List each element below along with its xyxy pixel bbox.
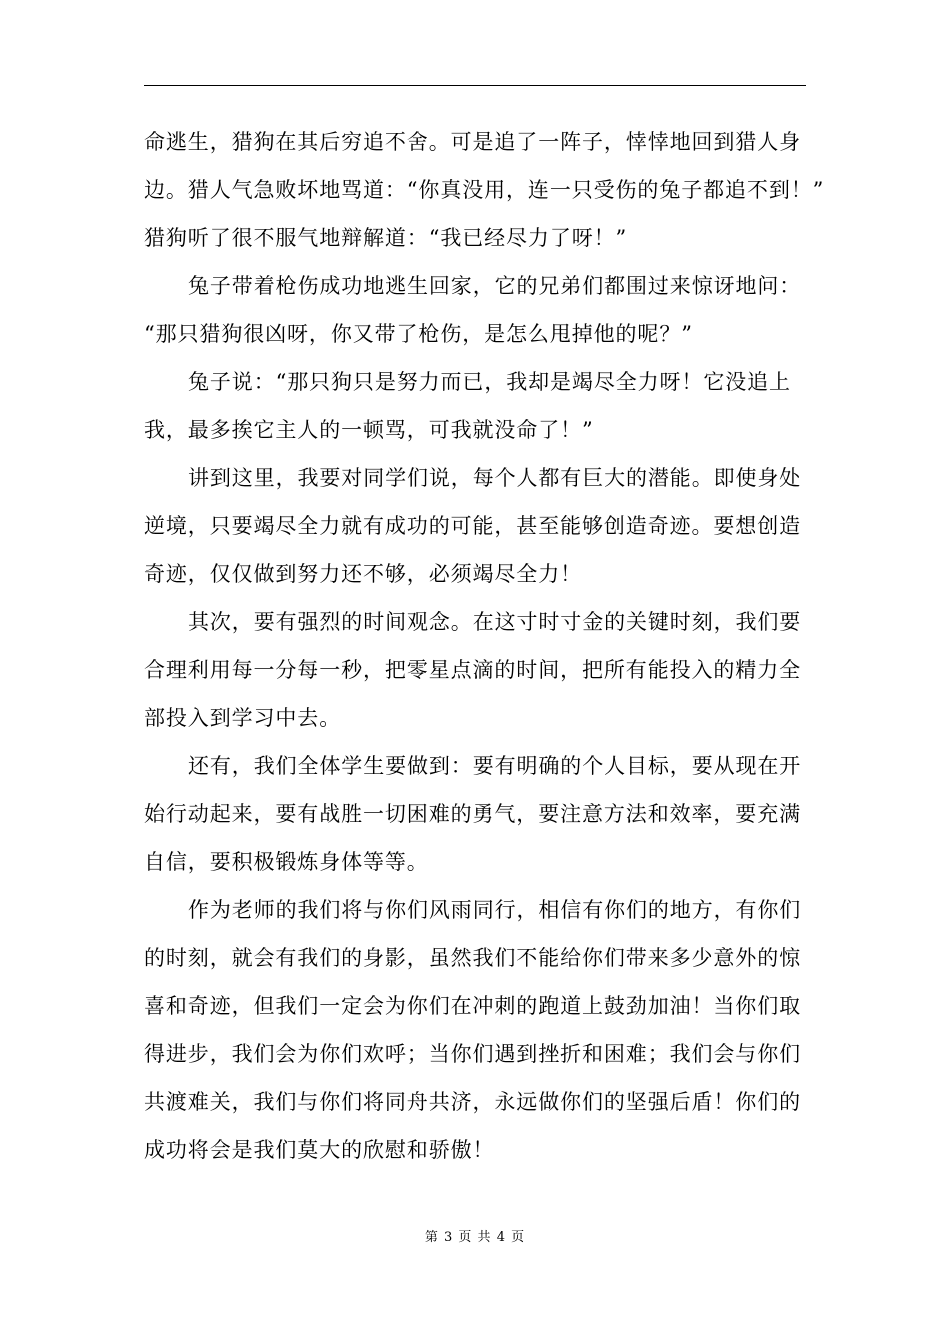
paragraph (144, 262, 812, 358)
text-line: “那只猎狗很凶呀，你又带了枪伤，是怎么甩掉他的呢？” (144, 322, 693, 346)
text-line: 自信，要积极锻炼身体等等。 (144, 850, 429, 874)
header-rule (144, 85, 806, 86)
text-line: 奇迹，仅仅做到努力还不够，必须竭尽全力！ (144, 562, 582, 586)
text-line: 其次，要有强烈的时间观念。在这寸时寸金的关键时刻，我们要 (188, 610, 802, 634)
paragraph (144, 454, 812, 598)
text-line: 边。猎人气急败坏地骂道：“你真没用，连一只受伤的兔子都追不到！” (144, 178, 825, 202)
text-line: 兔子带着枪伤成功地逃生回家，它的兄弟们都围过来惊讶地问： (188, 274, 802, 298)
text-line: 命逃生，猎狗在其后穷追不舍。可是追了一阵子，悻悻地回到猎人身 (144, 130, 801, 154)
text-line: 成功将会是我们莫大的欣慰和骄傲！ (144, 1138, 495, 1162)
text-line: 始行动起来，要有战胜一切困难的勇气，要注意方法和效率，要充满 (144, 802, 801, 826)
text-line: 的时刻，就会有我们的身影，虽然我们不能给你们带来多少意外的惊 (144, 946, 801, 970)
text-line: 兔子说：“那只狗只是努力而已，我却是竭尽全力呀！它没追上 (188, 370, 791, 394)
text-line: 还有，我们全体学生要做到：要有明确的个人目标，要从现在开 (188, 754, 802, 778)
paragraph (144, 886, 812, 1174)
text-line: 逆境，只要竭尽全力就有成功的可能，甚至能够创造奇迹。要想创造 (144, 514, 801, 538)
paragraph (144, 118, 825, 262)
text-line: 讲到这里，我要对同学们说，每个人都有巨大的潜能。即使身处 (188, 466, 802, 490)
text-line: 得进步，我们会为你们欢呼；当你们遇到挫折和困难；我们会与你们 (144, 1042, 801, 1066)
text-line: 部投入到学习中去。 (144, 706, 342, 730)
text-line: 作为老师的我们将与你们风雨同行，相信有你们的地方，有你们 (188, 898, 802, 922)
text-line: 共渡难关，我们与你们将同舟共济，永远做你们的坚强后盾！你们的 (144, 1090, 801, 1114)
paragraph (144, 742, 812, 886)
paragraph (144, 358, 812, 454)
document-body (144, 118, 825, 1174)
text-line: 喜和奇迹，但我们一定会为你们在冲刺的跑道上鼓劲加油！当你们取 (144, 994, 801, 1018)
page-number-footer: 第 3 页 共 4 页 (424, 1230, 526, 1245)
text-line: 合理利用每一分每一秒，把零星点滴的时间，把所有能投入的精力全 (144, 658, 801, 682)
paragraph (144, 598, 812, 742)
text-line: 我，最多挨它主人的一顿骂，可我就没命了！” (144, 418, 594, 442)
text-line: 猎狗听了很不服气地辩解道：“我已经尽力了呀！” (144, 226, 628, 250)
